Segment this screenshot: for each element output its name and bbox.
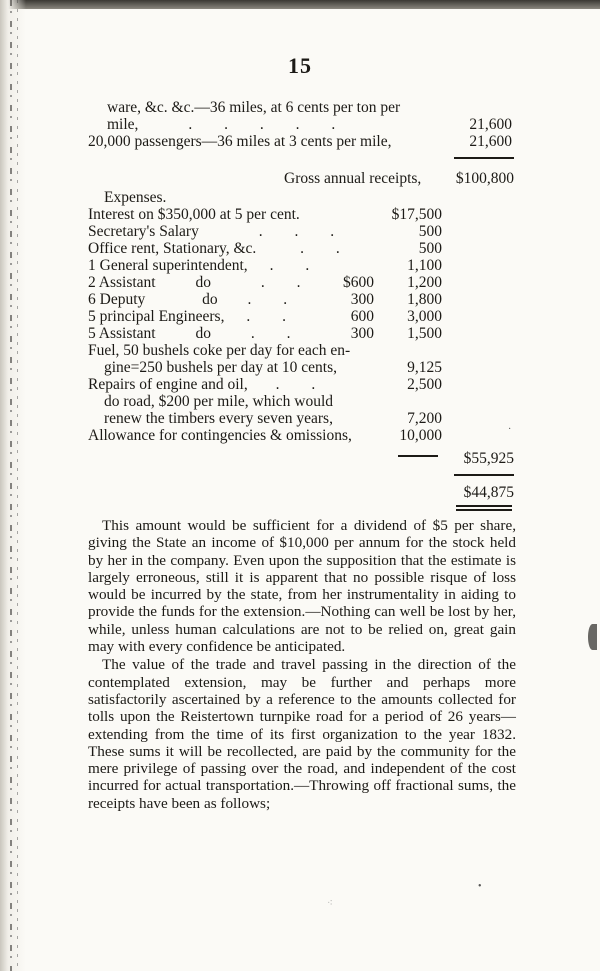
toll-line-2 xyxy=(107,116,349,133)
expense-item-4-leaders: . . xyxy=(269,257,324,274)
double-rule-bottom xyxy=(456,509,512,511)
ink-smudge: ⁖ xyxy=(327,898,333,909)
expense-total-5: 1,200 xyxy=(407,274,442,291)
expense-total-11: 2,500 xyxy=(407,376,442,393)
expense-total-13: 7,200 xyxy=(407,410,442,427)
binding-stitch xyxy=(10,0,12,971)
expense-item-8-do: do xyxy=(195,325,211,342)
expense-total-10: 9,125 xyxy=(407,359,442,376)
expense-sub-6: 300 xyxy=(350,291,374,308)
ink-dot-2: · xyxy=(508,424,512,435)
double-rule-top xyxy=(456,505,512,507)
toll-line-1: ware, &c. &c.—36 miles, at 6 cents per ton per xyxy=(107,99,401,116)
expense-item-11-leaders: . . xyxy=(275,376,330,393)
expense-sub-7: 600 xyxy=(350,308,374,325)
top-edge xyxy=(0,0,600,9)
expense-total-4: 1,100 xyxy=(407,257,442,274)
gross-label: Gross annual receipts, xyxy=(284,170,422,187)
expense-sub-8: 300 xyxy=(350,325,374,342)
expense-item-6-do: do xyxy=(202,291,218,308)
net-amount: $44,875 xyxy=(463,484,514,501)
expense-item-11 xyxy=(88,376,329,393)
expense-item-3-text: Office rent, Stationary, &c. xyxy=(88,240,257,257)
expense-item-3-leaders: . . xyxy=(300,240,354,257)
gross-amount: $100,800 xyxy=(455,170,514,187)
expense-item-6-leaders: . . xyxy=(247,291,302,308)
expense-total-3: 500 xyxy=(418,240,442,257)
expense-item-7-leaders: . . xyxy=(246,308,300,325)
expense-item-5 xyxy=(88,274,314,291)
expense-item-6 xyxy=(88,291,301,308)
expense-total-1: $17,500 xyxy=(391,206,442,223)
toll-line-3: 20,000 passengers—36 miles at 3 cents per mile, xyxy=(88,133,392,150)
expense-item-4-text: 1 General superintendent, xyxy=(88,257,248,274)
expense-item-2-text: Secretary's Salary xyxy=(88,223,199,240)
binding-stitch-inner xyxy=(17,0,18,971)
expense-item-14: Allowance for contingencies & omissions, xyxy=(88,427,352,444)
expense-item-12: do road, $200 per mile, which would xyxy=(104,393,334,410)
expense-total-14: 10,000 xyxy=(399,427,442,444)
total-expenses: $55,925 xyxy=(463,450,514,467)
expense-item-3 xyxy=(88,240,354,257)
expense-item-11-text: Repairs of engine and oil, xyxy=(88,376,248,393)
expense-item-8 xyxy=(88,325,304,342)
toll-line-2-text: mile, xyxy=(107,116,139,133)
expense-item-7 xyxy=(88,308,300,325)
expense-total-6: 1,800 xyxy=(407,291,442,308)
ink-dot: • xyxy=(478,881,482,892)
net-rule xyxy=(454,474,514,476)
expense-item-9: Fuel, 50 bushels coke per day for each en- xyxy=(88,342,351,359)
expense-item-8-text: 5 Assistant xyxy=(88,325,156,342)
expense-item-4 xyxy=(88,257,323,274)
expense-item-6-text: 6 Deputy xyxy=(88,291,146,308)
expense-item-7-text: 5 principal Engineers, xyxy=(88,308,225,325)
paragraph-2: The value of the trade and travel passing in the direction of the contemplated extension, may be further and perhaps more satisfactorily ascertained by a reference to the amounts collected for tolls upon the Reistertown turnpike road for a period of 26 years—extending from the time of its first organization to the year 1832. These sums it will be recollected, are paid by the community for the mere privilege of passing over the road, and independent of the cost incurred for actual transportation.—Throwing off fractional sums, the receipts have been as follows; xyxy=(88,656,516,812)
toll-amount-2: 21,600 xyxy=(469,133,512,150)
body-text xyxy=(88,517,516,812)
paragraph-1: This amount would be sufficient for a dividend of $5 per share, giving the State an income of $10,000 per annum for the stock held by her in the company. Even upon the supposition that the estimate is largely erroneous, still it is apparent that no possible risque of loss would be incurred by the state, from her instrumentality in aiding to provide the funds for the extension.—Nothing can well be lost by her, while, unless human calculations are not to be relied on, great gain may with every confidence be anticipated. xyxy=(88,517,516,656)
edge-ink-mark xyxy=(588,624,597,650)
expense-item-5-leaders: . . xyxy=(260,274,315,291)
expense-item-8-leaders: . . xyxy=(250,325,305,342)
expenses-heading: Expenses. xyxy=(104,189,167,206)
page-number: 15 xyxy=(288,53,312,78)
expense-item-10: gine=250 bushels per day at 10 cents, xyxy=(104,359,338,376)
sum-rule xyxy=(454,157,514,159)
binding-shadow xyxy=(0,0,26,971)
toll-line-2-leaders: . . . . . xyxy=(188,116,350,133)
expense-item-5-do: do xyxy=(195,274,211,291)
expense-total-7: 3,000 xyxy=(407,308,442,325)
expense-item-5-text: 2 Assistant xyxy=(88,274,156,291)
expense-item-2 xyxy=(88,223,348,240)
toll-amount-1: 21,600 xyxy=(469,116,512,133)
expense-total-2: 500 xyxy=(418,223,442,240)
expense-total-8: 1,500 xyxy=(407,325,442,342)
expense-item-13: renew the timbers every seven years, xyxy=(104,410,333,427)
expense-item-2-leaders: . . . xyxy=(258,223,349,240)
expense-item-1: Interest on $350,000 at 5 per cent. xyxy=(88,206,300,223)
expense-sub-5: $600 xyxy=(343,274,374,291)
